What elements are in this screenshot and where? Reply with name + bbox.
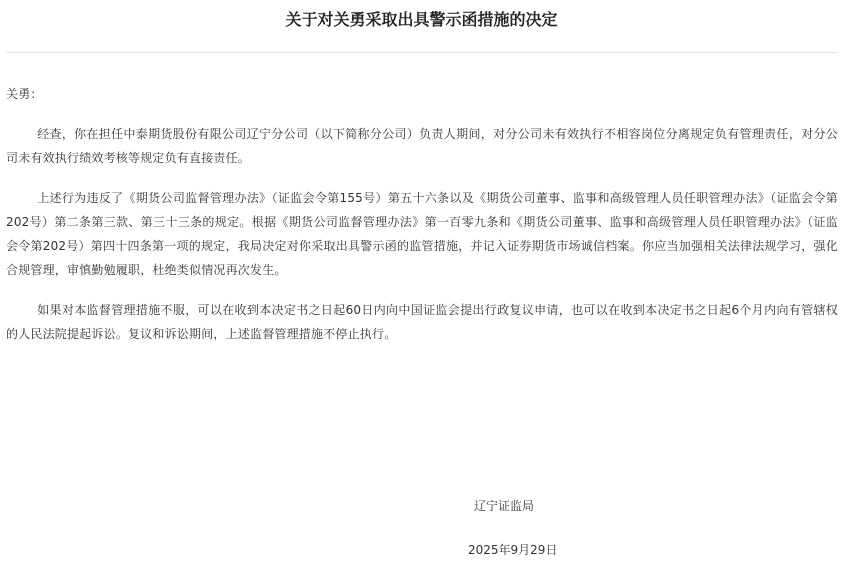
paragraph-decision: 上述行为违反了《期货公司监督管理办法》（证监会令第155号）第五十六条以及《期货公司董事、监事和高级管理人员任职管理办法》（证监会令第202号）第二条第三款、第三十三条的规定。根据《期货公司监督管理办法》第一百零九条和《期货公司董事、监事和高级管理人员任职管理办法》（证监会令第202号）第四十四条第一项的规定，我局决定对你采取出具警示函的监管措施，并记入证券期货市场诚信档案。你应当加强相关法律法规学习，强化合规管理，审慎勤勉履职，杜绝类似情况再次发生。 bbox=[6, 191, 838, 277]
document-body bbox=[6, 82, 838, 362]
signature-organization: 辽宁证监局 bbox=[474, 499, 535, 513]
document-title: 关于对关勇采取出具警示函措施的决定 bbox=[285, 10, 558, 29]
title-divider bbox=[6, 52, 837, 53]
paragraph-appeal-rights: 如果对本监督管理措施不服，可以在收到本决定书之日起60日内向中国证监会提出行政复议申请，也可以在收到本决定书之日起6个月内向有管辖权的人民法院提起诉讼。复议和诉讼期间，上述监督管理措施不停止执行。 bbox=[6, 303, 838, 341]
salutation: 关勇： bbox=[6, 87, 43, 101]
paragraph-findings: 经查，你在担任中泰期货股份有限公司辽宁分公司（以下简称分公司）负责人期间，对分公司未有效执行不相容岗位分离规定负有管理责任，对分公司未有效执行绩效考核等规定负有直接责任。 bbox=[6, 127, 838, 165]
signature-date: 2025年9月29日 bbox=[468, 543, 558, 557]
